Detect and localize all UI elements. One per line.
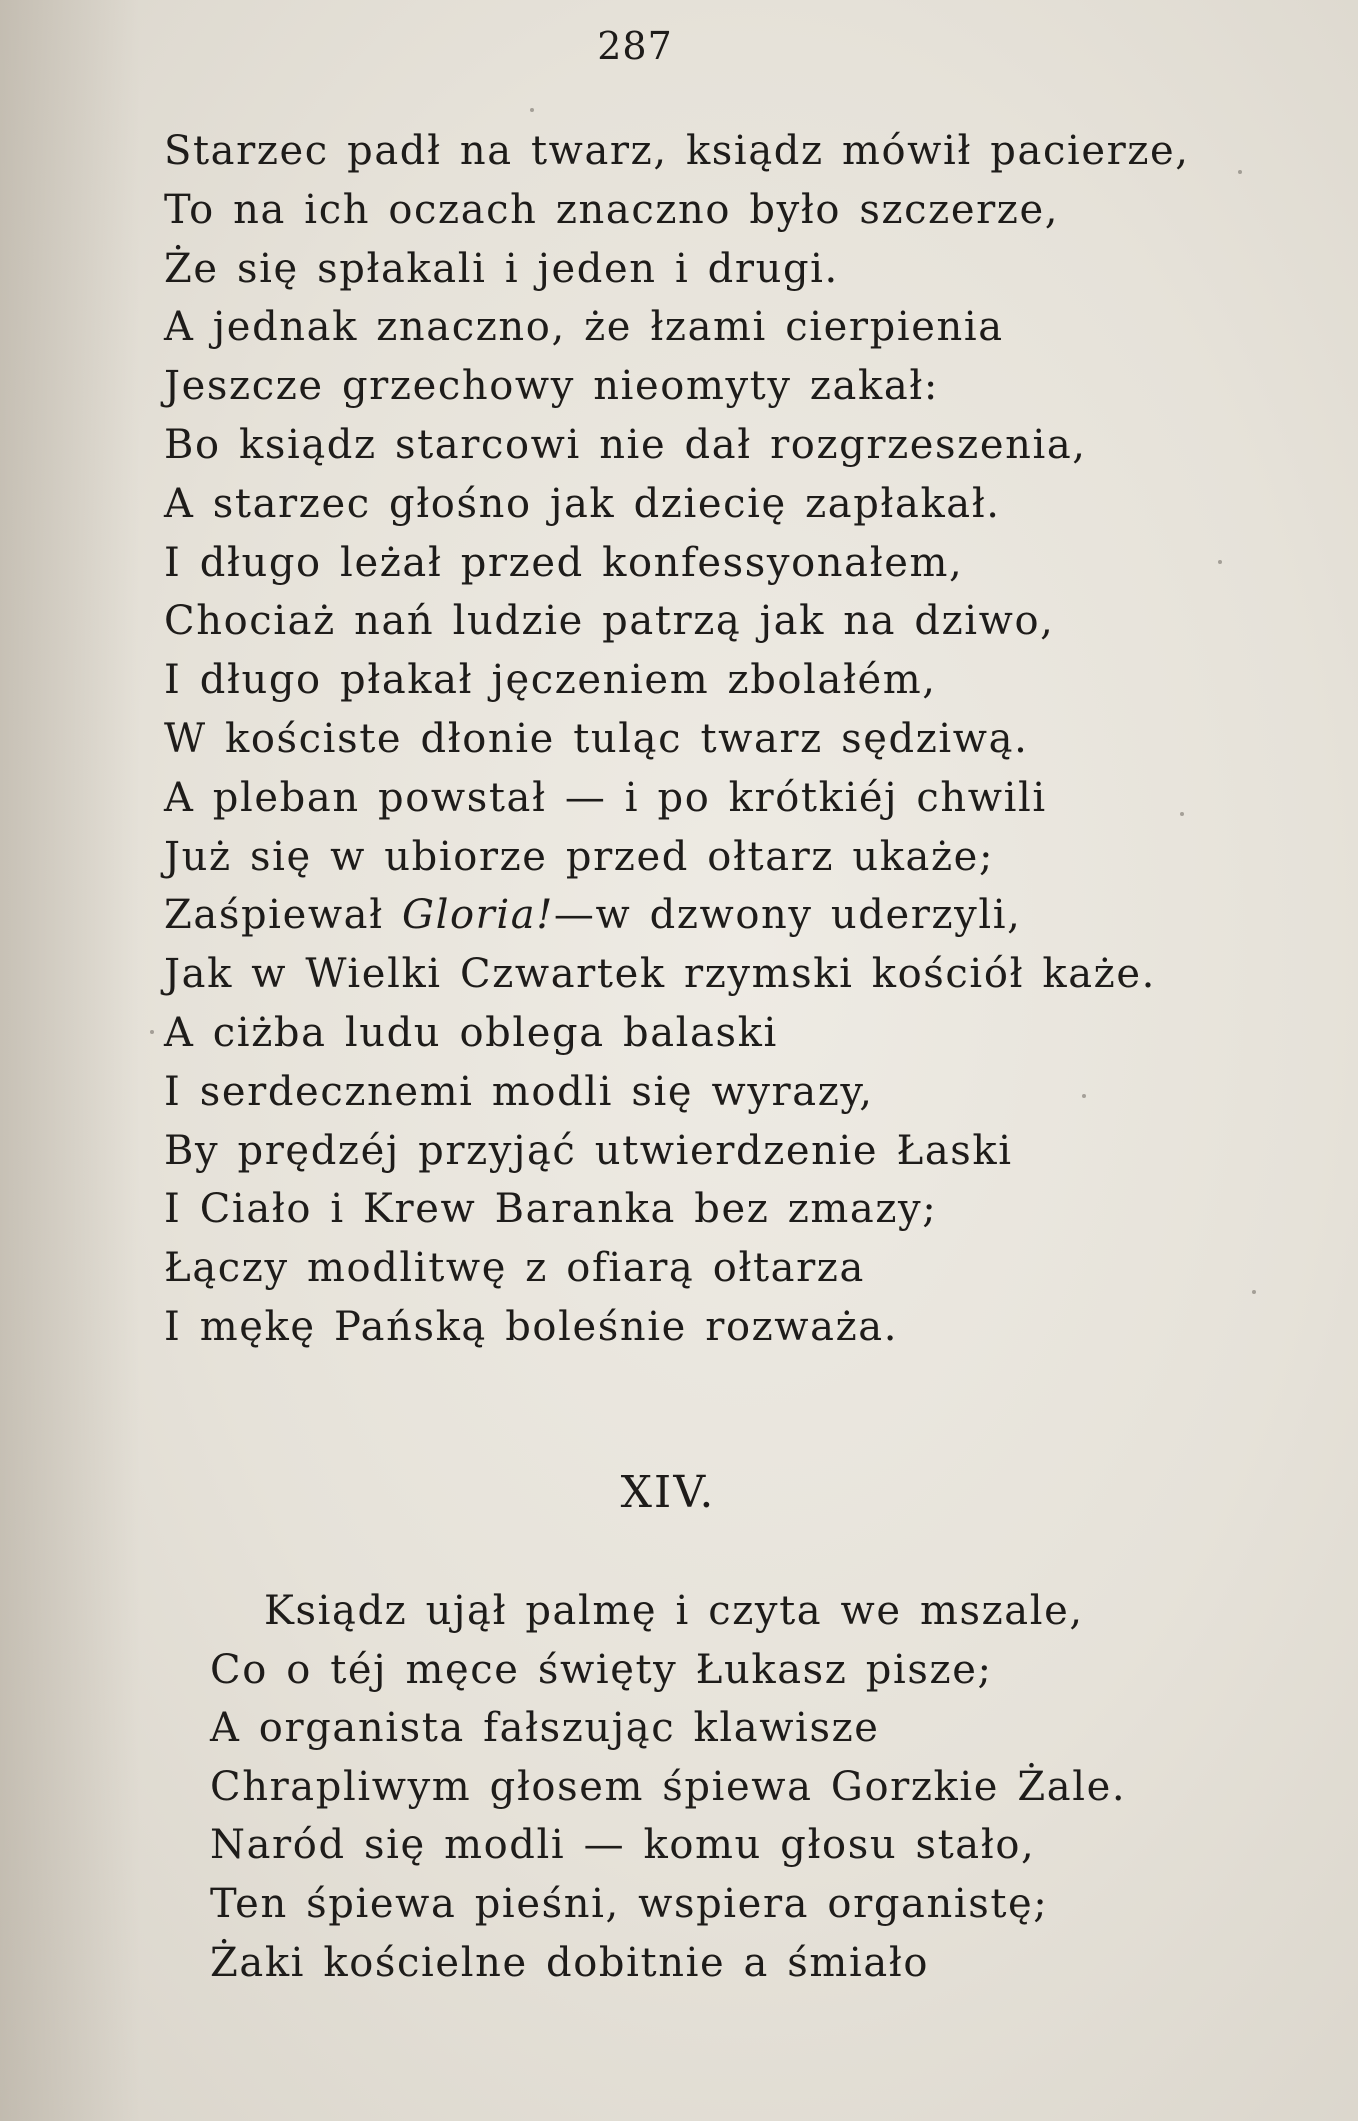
verse-line: Naród się modli — komu głosu stało, — [210, 1822, 1036, 1869]
verse-text: —w dzwony uderzyli, — [553, 892, 1022, 939]
stanza-xiv — [210, 1582, 1126, 1992]
verse-line: A ciżba ludu oblega balaski — [164, 1009, 778, 1056]
verse-line: Ten śpiewa pieśni, wspiera organistę; — [210, 1880, 1049, 1927]
verse-line: Chrapliwym głosem śpiewa Gorzkie Żale. — [210, 1763, 1127, 1810]
page-number: 287 — [597, 24, 673, 68]
verse-line: A starzec głośno jak dziecię zapłakał. — [164, 480, 1001, 527]
gloria-italic: Gloria! — [402, 892, 554, 939]
verse-line: Już się w ubiorze przed ołtarz ukaże; — [164, 833, 995, 880]
verse-line: Starzec padł na twarz, ksiądz mówił pacierze, — [164, 128, 1190, 174]
verse-line: A jednak znaczno, że łzami cierpienia — [164, 304, 1004, 351]
verse-line: Żaki kościelne dobitnie a śmiało — [210, 1939, 930, 1986]
paper-speck — [1218, 560, 1222, 564]
verse-line: I długo płakał jęczeniem zbolałém, — [164, 657, 937, 704]
verse-line: Jak w Wielki Czwartek rzymski kościół każe. — [164, 951, 1156, 998]
verse-line: I mękę Pańską boleśnie rozważa. — [164, 1303, 899, 1350]
verse-line: W kościste dłonie tuląc twarz sędziwą. — [164, 715, 1029, 762]
paper-speck — [530, 108, 534, 112]
verse-line: Ksiądz ujął palmę i czyta we mszale, — [264, 1588, 1084, 1634]
verse-line: A pleban powstał — i po krótkiéj chwili — [164, 774, 1047, 821]
paper-speck — [1180, 812, 1184, 816]
verse-line: To na ich oczach znaczno było szczerze, — [164, 186, 1060, 233]
section-heading — [0, 1467, 1358, 1518]
paper-speck — [1082, 1094, 1086, 1098]
verse-line-gloria — [164, 886, 1190, 945]
paper-speck — [1252, 1290, 1256, 1294]
paper-speck — [150, 1030, 154, 1034]
verse-line: Bo ksiądz starcowi nie dał rozgrzeszenia, — [164, 421, 1087, 468]
paper-speck — [1238, 170, 1242, 174]
verse-line: A organista fałszując klawisze — [210, 1705, 880, 1752]
verse-line: Chociaż nań ludzie patrzą jak na dziwo, — [164, 598, 1055, 645]
verse-line: By prędzéj przyjąć utwierdzenie Łaski — [164, 1127, 1013, 1174]
verse-line: I Ciało i Krew Baranka bez zmazy; — [164, 1186, 938, 1233]
verse-line: Co o téj męce święty Łukasz pisze; — [210, 1646, 993, 1693]
verse-line: Jeszcze grzechowy nieomyty zakał: — [164, 363, 939, 410]
verse-line: Że się spłakali i jeden i drugi. — [164, 245, 839, 292]
verse-line: I serdecznemi modli się wyrazy, — [164, 1068, 874, 1115]
section-number: XIV. — [620, 1467, 716, 1518]
verse-text: Zaśpiewał — [164, 892, 403, 939]
verse-line: Łączy modlitwę z ofiarą ołtarza — [164, 1245, 865, 1292]
verse-line: I długo leżał przed konfessyonałem, — [164, 539, 964, 586]
stanza-continued — [164, 122, 1190, 1357]
